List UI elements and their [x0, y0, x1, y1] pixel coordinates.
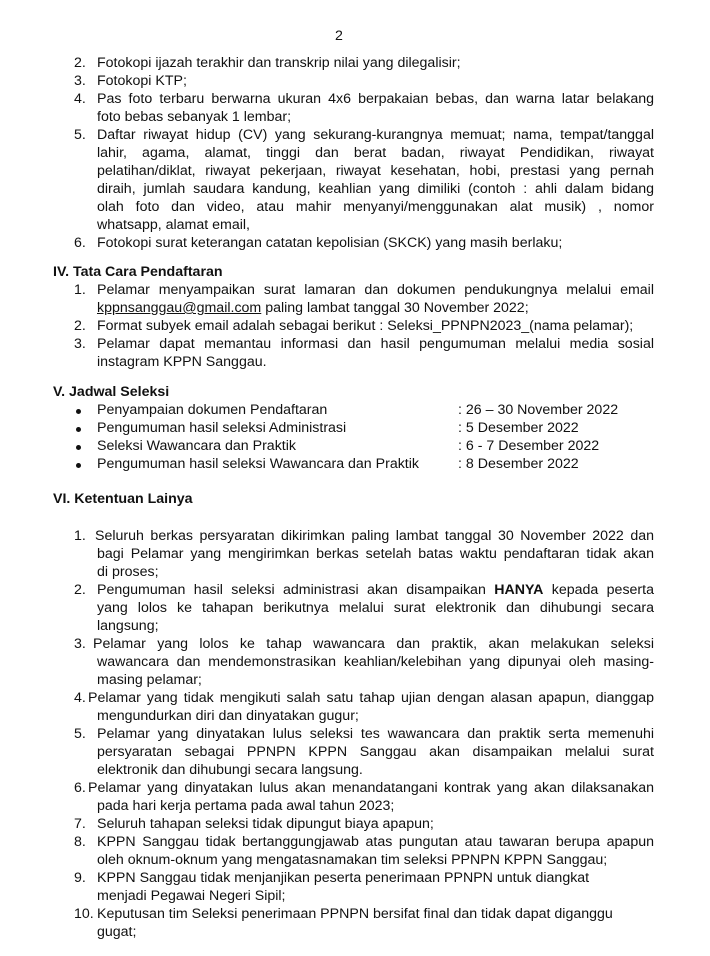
list-number: 2.: [74, 55, 86, 71]
schedule-date: : 6 - 7 Desember 2022: [458, 438, 600, 454]
list-item: Seluruh berkas persyaratan dikirimkan paling lambat tanggal 30 November 2022 dan: [95, 528, 654, 544]
list-item-continuation: foto bebas sebanyak 1 lembar;: [97, 109, 292, 125]
list-number: 3.: [74, 73, 86, 89]
list-item-continuation: persyaratan sebagai PPNPN KPPN Sanggau akan disampaikan melalui surat: [97, 744, 654, 760]
bullet-icon: [76, 427, 81, 432]
bullet-icon: [76, 445, 81, 450]
schedule-date: : 8 Desember 2022: [458, 456, 579, 472]
list-item: Fotokopi ijazah terakhir dan transkrip nilai yang dilegalisir;: [97, 55, 461, 71]
bullet-icon: [76, 409, 81, 414]
list-item: Pelamar yang lolos ke tahap wawancara dan praktik, akan melakukan seleksi: [93, 636, 654, 652]
list-item: Daftar riwayat hidup (CV) yang sekurang-kurangnya memuat; nama, tempat/tanggal: [97, 127, 654, 143]
list-number: 9.: [74, 870, 86, 886]
list-item: Format subyek email adalah sebagai berikut : Seleksi_PPNPN2023_(nama pelamar);: [97, 318, 634, 334]
emphasis-text: HANYA: [494, 582, 544, 598]
list-item-continuation: olah foto dan video, atau mahir menyanyi/menggunakan alat musik) , nomor: [97, 199, 654, 215]
list-number: 6.: [74, 235, 86, 251]
list-item-continuation: bagi Pelamar yang mengirimkan berkas setelah batas waktu pendaftaran tidak akan: [97, 546, 654, 562]
list-item: Pelamar menyampaikan surat lamaran dan dokumen pendukungnya melalui email: [97, 282, 654, 298]
list-item: Pelamar yang tidak mengikuti salah satu tahap ujian dengan alasan apapun, dianggap: [88, 690, 654, 706]
section-heading: VI. Ketentuan Lainya: [53, 491, 193, 507]
list-item: Pas foto terbaru berwarna ukuran 4x6 berpakaian bebas, dan warna latar belakang: [97, 91, 654, 107]
list-item-continuation: mengundurkan diri dan dinyatakan gugur;: [97, 708, 359, 724]
list-item-continuation: wawancara dan mendemonstrasikan keahlian/kelebihan yang dipunyai oleh masing-: [97, 654, 654, 670]
list-item-continuation: langsung;: [97, 618, 159, 634]
schedule-activity: Seleksi Wawancara dan Praktik: [97, 438, 296, 454]
list-item: KPPN Sanggau tidak menjanjikan peserta penerimaan PPNPN untuk diangkat: [97, 870, 590, 886]
list-number: 1.: [74, 528, 86, 544]
list-item-continuation: gugat;: [97, 924, 137, 940]
list-number: 10.: [74, 906, 94, 922]
list-item: Keputusan tim Seleksi penerimaan PPNPN bersifat final dan tidak dapat diganggu: [97, 906, 613, 922]
list-number: 3.: [74, 636, 86, 652]
list-number: 6.: [74, 780, 86, 796]
list-item: KPPN Sanggau tidak bertanggungjawab atas pungutan atau tawaran berupa apapun: [97, 834, 654, 850]
schedule-activity: Pengumuman hasil seleksi Wawancara dan Praktik: [97, 456, 419, 472]
list-item-continuation: oleh oknum-oknum yang mengatasnamakan tim seleksi PPNPN KPPN Sanggau;: [97, 852, 608, 868]
schedule-activity: Penyampaian dokumen Pendaftaran: [97, 402, 328, 418]
list-number: 8.: [74, 834, 86, 850]
list-item-continuation: elektronik dan dihubungi secara langsung.: [97, 762, 363, 778]
email-link[interactable]: kppnsanggau@gmail.com: [97, 300, 262, 316]
list-item-continuation: diraih, jumlah saudara kandung, keahlian yang dimiliki (contoh : ahli dalam bidang: [97, 181, 654, 197]
section-heading: IV. Tata Cara Pendaftaran: [53, 264, 223, 280]
list-number: 5.: [74, 726, 86, 742]
list-number: 4.: [74, 690, 86, 706]
list-item: Seluruh tahapan seleksi tidak dipungut biaya apapun;: [97, 816, 434, 832]
list-number: 2.: [74, 318, 86, 334]
list-number: 5.: [74, 127, 86, 143]
list-item-continuation: masing pelamar;: [97, 672, 202, 688]
list-item-continuation: lahir, agama, alamat, tinggi dan berat badan, riwayat Pendidikan, riwayat: [97, 145, 654, 161]
list-item: Pelamar dapat memantau informasi dan hasil pengumuman melalui media sosial: [97, 336, 654, 352]
list-number: 2.: [74, 582, 86, 598]
schedule-activity: Pengumuman hasil seleksi Administrasi: [97, 420, 347, 436]
list-number: 1.: [74, 282, 86, 298]
list-item-continuation: menjadi Pegawai Negeri Sipil;: [97, 888, 286, 904]
list-item-continuation: pelatihan/diklat, riwayat pekerjaan, riwayat kesehatan, hobi, prestasi yang pernah: [97, 163, 654, 179]
list-item-continuation: whatsapp, alamat email,: [97, 217, 250, 233]
list-item: Fotokopi KTP;: [97, 73, 187, 89]
page-number: 2: [335, 28, 343, 44]
section-heading: V. Jadwal Seleksi: [53, 384, 170, 400]
bullet-icon: [76, 463, 81, 468]
list-item: Pelamar yang dinyatakan lulus seleksi tes wawancara dan praktik serta memenuhi: [97, 726, 654, 742]
list-number: 7.: [74, 816, 86, 832]
schedule-date: : 26 – 30 November 2022: [458, 402, 619, 418]
list-item-continuation: yang lolos ke tahapan berikutnya melalui surat elektronik dan dihubungi secara: [97, 600, 654, 616]
schedule-date: : 5 Desember 2022: [458, 420, 579, 436]
list-item: Pengumuman hasil seleksi administrasi akan disampaikan HANYA kepada peserta: [97, 582, 654, 598]
list-item-continuation: pada hari kerja pertama pada awal tahun 2023;: [97, 798, 395, 814]
list-item-continuation: kppnsanggau@gmail.com paling lambat tanggal 30 November 2022;: [97, 300, 529, 316]
list-item: Pelamar yang dinyatakan lulus akan menandatangani kontrak yang akan dilaksanakan: [88, 780, 654, 796]
list-number: 3.: [74, 336, 86, 352]
list-item-continuation: di proses;: [97, 564, 159, 580]
list-item-continuation: instagram KPPN Sanggau.: [97, 354, 267, 370]
list-item: Fotokopi surat keterangan catatan kepolisian (SKCK) yang masih berlaku;: [97, 235, 563, 251]
list-number: 4.: [74, 91, 86, 107]
